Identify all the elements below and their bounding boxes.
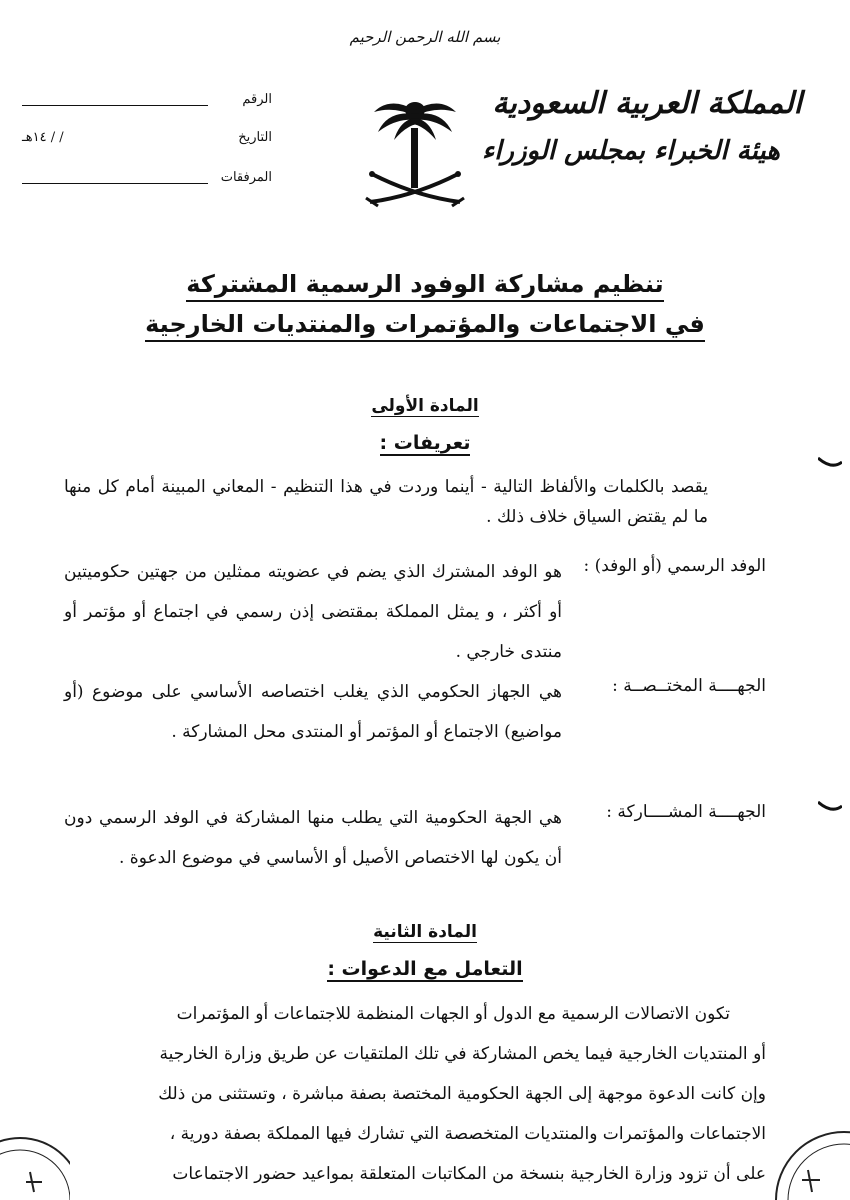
kingdom-name: المملكة العربية السعودية [492,86,802,121]
definition-text-competent-body: هي الجهاز الحكومي الذي يغلب اختصاصه الأساسي على موضوع (أو مواضيع) الاجتماع أو المؤتمر أو المنتدى محل المشاركة . [64,682,562,742]
document-title-line2: في الاجتماعات والمؤتمرات والمنتديات الخارجية [0,310,850,338]
definition-text-participating-body: هي الجهة الحكومية التي يطلب منها المشاركة في الوفد الرسمي دون أن يكون لها الاختصاص الأصيل أو الأساسي في موضوع الدعوة . [64,808,562,868]
article1-intro: يقصد بالكلمات والألفاظ التالية - أينما وردت في هذا التنظيم - المعاني المبينة أمام كل منها ما لم يقتض السياق خلاف ذلك . [64,477,708,527]
attachments-label: المرفقات [220,170,272,185]
agency-name: هيئة الخبراء بمجلس الوزراء [481,136,780,166]
article2-subheading: التعامل مع الدعوات : [327,958,523,980]
article2-line-3: وإن كانت الدعوة موجهة إلى الجهة الحكومية المختصة بصفة مباشرة ، وتستثنى من ذلك [158,1084,766,1104]
palm-swords-emblem-icon [360,88,470,218]
article2-line-1: تكون الاتصالات الرسمية مع الدول أو الجهات المنظمة للاجتماعات أو المؤتمرات [176,1004,730,1024]
basmala: بسم الله الرحمن الرحيم [349,28,501,46]
official-seal-stamp-icon [0,1112,70,1200]
reference-label: الرقم [242,92,272,107]
date-label: التاريخ [238,130,272,145]
reference-line [22,105,208,106]
article1-heading: المادة الأولى [371,396,479,416]
definition-term-participating-body: الجهــــة المشــــاركة : [606,802,766,822]
definition-term-competent-body: الجهــــة المختــصــة : [612,676,766,696]
article1-subheading: تعريفات : [379,432,471,454]
definition-term-delegation: الوفد الرسمي (أو الوفد) : [583,556,766,576]
article2-line-2: أو المنتديات الخارجية فيما يخص المشاركة في تلك الملتقيات عن طريق وزارة الخارجية [159,1044,766,1064]
definition-text-delegation: هو الوفد المشترك الذي يضم في عضويته ممثلين من جهتين حكوميتين أو أكثر ، و يمثل المملكة بمقتضى إذن رسمي في اجتماع أو مؤتمر أو منتدى خارجي . [64,562,562,662]
attachments-field [22,170,272,194]
binder-mark-icon [818,456,842,470]
date-field [22,130,272,154]
document-title-line1: تنظيم مشاركة الوفود الرسمية المشتركة [0,270,850,298]
article2-line-4: الاجتماعات والمؤتمرات والمنتديات المتخصصة التي تشارك فيها المملكة بصفة دورية ، [169,1124,766,1144]
binder-mark-icon [818,800,842,814]
attachments-line [22,183,208,184]
official-seal-stamp-icon [768,1108,850,1200]
article2-heading: المادة الثانية [373,922,477,942]
date-value: ١٤هـ / / [22,130,70,145]
reference-number-field [22,92,272,116]
article2-line-5: على أن تزود وزارة الخارجية بنسخة من المكاتبات المتعلقة بمواعيد حضور الاجتماعات [172,1164,766,1184]
